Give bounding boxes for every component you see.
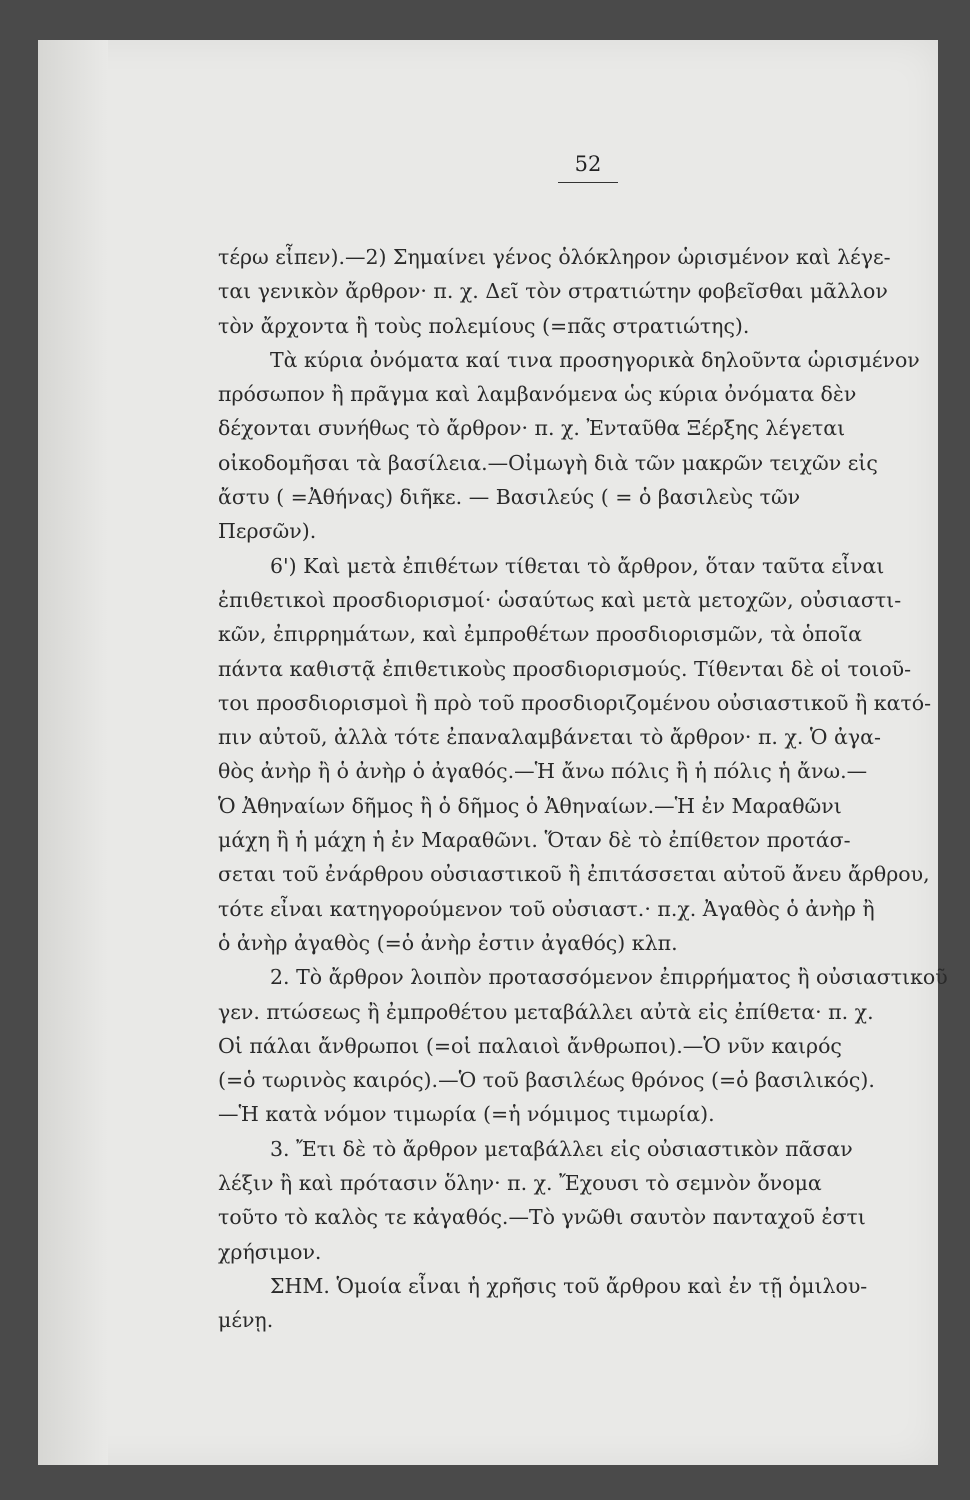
text-line: πιν αὐτοῦ, ἀλλὰ τότε ἐπαναλαμβάνεται τὸ ἄρθρον· π. χ. Ὁ ἀγα- <box>218 725 881 750</box>
page-gutter-shadow <box>38 40 108 1465</box>
document-page <box>38 40 948 1465</box>
body-text <box>218 240 948 1338</box>
text-line: πάντα καθιστᾷ ἐπιθετικοὺς προσδιορισμούς. Τίθενται δὲ οἱ τοιοῦ- <box>218 656 912 681</box>
text-line: Περσῶν). <box>218 519 317 544</box>
paragraph <box>218 960 948 1131</box>
text-line: τοι προσδιορισμοὶ ἢ πρὸ τοῦ προσδιοριζομένου οὐσιαστικοῦ ἢ κατό- <box>218 690 932 715</box>
text-line: 6') Καὶ μετὰ ἐπιθέτων τίθεται τὸ ἄρθρον, ὅταν ταῦτα εἶναι <box>270 553 885 578</box>
text-line: ἄστυ ( =Ἀθήνας) διῆκε. — Βασιλεύς ( = ὁ βασιλεὺς τῶν <box>218 485 801 510</box>
text-line: πρόσωπον ἢ πρᾶγμα καὶ λαμβανόμενα ὡς κύρια ὀνόματα δὲν <box>218 382 857 407</box>
text-line: ται γενικὸν ἄρθρον· π. χ. Δεῖ τὸν στρατιώτην φοβεῖσθαι μᾶλλον <box>218 279 888 304</box>
text-line: δέχονται συνήθως τὸ ἄρθρον· π. χ. Ἐνταῦθα Ξέρξης λέγεται <box>218 416 846 441</box>
text-line: Τὰ κύρια ὀνόματα καί τινα προσηγορικὰ δηλοῦντα ὡρισμένον <box>270 347 920 372</box>
text-line: (=ὁ τωρινὸς καιρός).—Ὁ τοῦ βασιλέως θρόνος (=ὁ βασιλικός). <box>218 1068 875 1093</box>
text-line: ἐπιθετικοὶ προσδιορισμοί· ὡσαύτως καὶ μετὰ μετοχῶν, οὐσιαστι- <box>218 587 902 612</box>
text-line: Ὁ Ἀθηναίων δῆμος ἢ ὁ δῆμος ὁ Ἀθηναίων.—Ἡ ἐν Μαραθῶνι <box>218 793 842 818</box>
text-line: τέρω εἶπεν).—2) Σημαίνει γένος ὁλόκληρον ὡρισμένον καὶ λέγε- <box>218 245 891 269</box>
text-line: τοῦτο τὸ καλὸς τε κἀγαθός.—Τὸ γνῶθι σαυτὸν πανταχοῦ ἐστι <box>218 1205 866 1230</box>
paragraph <box>218 343 948 549</box>
text-line: τότε εἶναι κατηγορούμενον τοῦ οὐσιαστ.· π.χ. Ἀγαθὸς ὁ ἀνὴρ ἢ <box>218 896 875 921</box>
paragraph <box>218 1269 948 1338</box>
text-line: 2. Τὸ ἄρθρον λοιπὸν προτασσόμενον ἐπιρρήματος ἢ οὐσιαστικοῦ <box>270 965 948 990</box>
text-line: σεται τοῦ ἐνάρθρου οὐσιαστικοῦ ἢ ἐπιτάσσεται αὐτοῦ ἄνευ ἄρθρου, <box>218 862 930 887</box>
text-line: —Ἡ κατὰ νόμον τιμωρία (=ἡ νόμιμος τιμωρία). <box>218 1102 715 1127</box>
text-line: Οἱ πάλαι ἄνθρωποι (=οἱ παλαιοὶ ἄνθρωποι).—Ὁ νῦν καιρός <box>218 1033 842 1058</box>
text-line: μένῃ. <box>218 1308 274 1333</box>
text-line: ΣΗΜ. Ὁμοία εἶναι ἡ χρῆσις τοῦ ἄρθρου καὶ ἐν τῇ ὁμιλου- <box>270 1273 868 1298</box>
text-line: κῶν, ἐπιρρημάτων, καὶ ἐμπροθέτων προσδιορισμῶν, τὰ ὁποῖα <box>218 622 862 647</box>
text-line: οἰκοδομῆσαι τὰ βασίλεια.—Οἰμωγὴ διὰ τῶν μακρῶν τειχῶν εἰς <box>218 450 878 475</box>
text-line: θὸς ἀνὴρ ἢ ὁ ἀνὴρ ὁ ἀγαθός.—Ἡ ἄνω πόλις ἢ ἡ πόλις ἡ ἄνω.— <box>218 759 868 784</box>
paragraph <box>218 1132 948 1269</box>
text-line: λέξιν ἢ καὶ πρότασιν ὅλην· π. χ. Ἔχουσι τὸ σεμνὸν ὄνομα <box>218 1171 822 1196</box>
paragraph <box>218 549 948 961</box>
text-line: γεν. πτώσεως ἢ ἐμπροθέτου μεταβάλλει αὐτὰ εἰς ἐπίθετα· π. χ. <box>218 999 874 1024</box>
page-number: 52 <box>558 152 618 183</box>
text-line: ὁ ἀνὴρ ἀγαθὸς (=ὁ ἀνὴρ ἐστιν ἀγαθός) κλπ. <box>218 930 678 955</box>
text-line: τὸν ἄρχοντα ἢ τοὺς πολεμίους (=πᾶς στρατιώτης). <box>218 313 750 338</box>
text-line: 3. Ἔτι δὲ τὸ ἄρθρον μεταβάλλει εἰς οὐσιαστικὸν πᾶσαν <box>270 1136 853 1161</box>
paragraph <box>218 240 948 343</box>
text-line: μάχη ἢ ἡ μάχη ἡ ἐν Μαραθῶνι. Ὅταν δὲ τὸ ἐπίθετον προτάσ- <box>218 828 851 853</box>
text-line: χρήσιμον. <box>218 1239 322 1264</box>
